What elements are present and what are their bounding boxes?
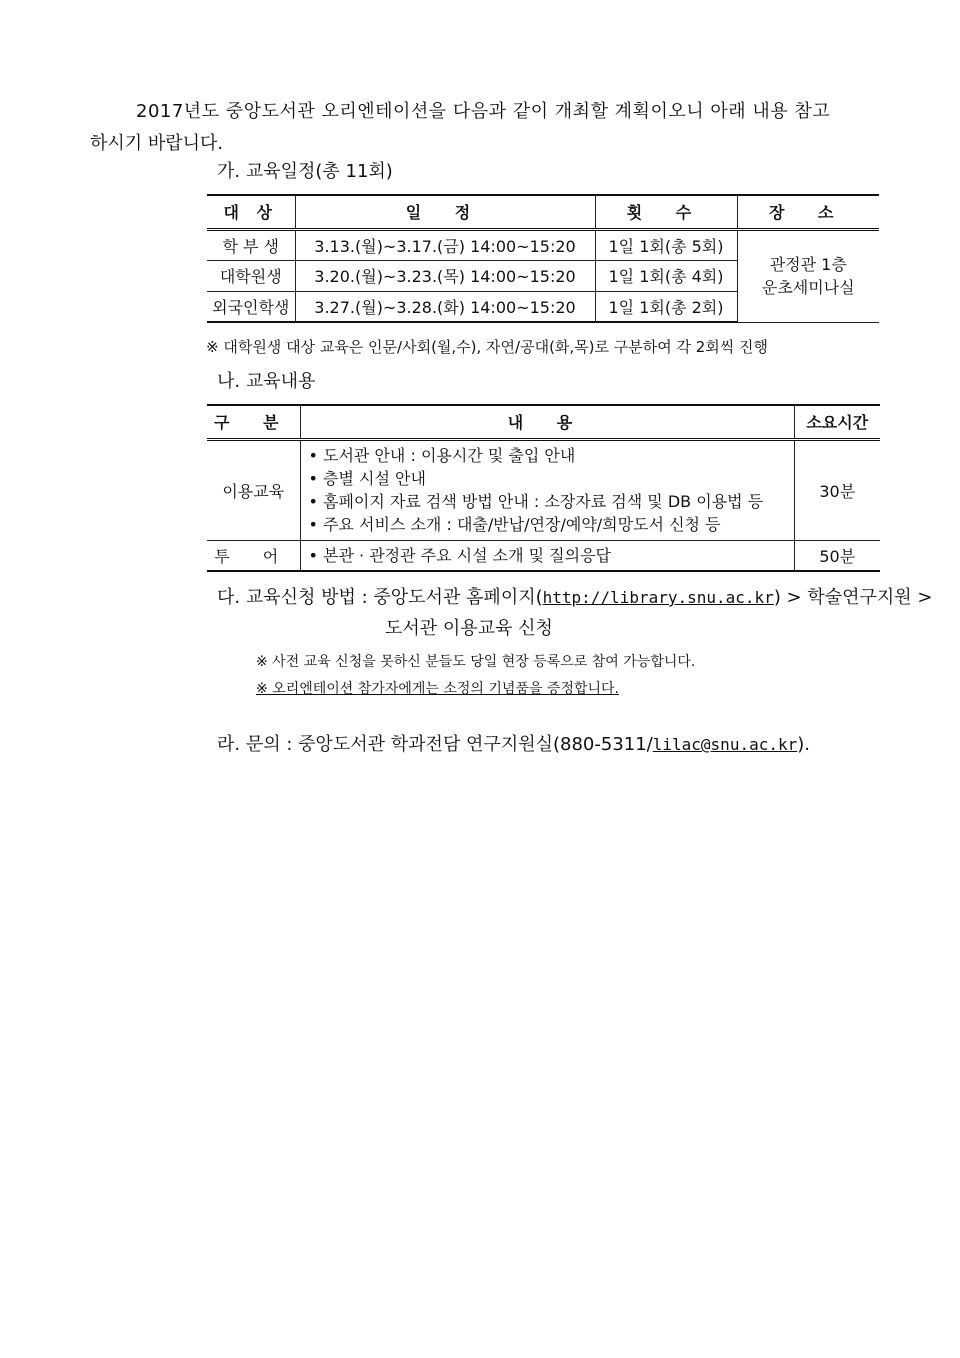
list-item: • 본관 · 관정관 주요 시설 소개 및 질의응답 [308, 545, 612, 565]
target-cell: 외국인학생 [207, 291, 295, 322]
contact-suffix: ). [797, 734, 810, 755]
contact-email-link[interactable]: lilac@snu.ac.kr [652, 735, 798, 754]
content-header-row [207, 405, 880, 439]
date-cell: 3.13.(월)~3.17.(금) 14:00~15:20 [295, 229, 595, 260]
list-item: • 도서관 안내 : 이용시간 및 출입 안내 [308, 446, 576, 465]
intro-line-2: 하시기 바랍니다. [90, 133, 224, 154]
contact-section [217, 730, 810, 756]
category-cell: 이용교육 [207, 439, 300, 540]
intro-line-1: 2017년도 중앙도서관 오리엔테이션을 다음과 같이 개최할 계획이오니 아래 내용 참고 [136, 101, 831, 122]
apply-prefix: 다. 교육신청 방법 : 중앙도서관 홈페이지( [217, 587, 543, 608]
onsite-registration-note: ※ 사전 교육 신청을 못하신 분들도 당일 현장 등록으로 참여 가능합니다. [256, 654, 696, 670]
contact-prefix: 라. 문의 : 중앙도서관 학과전담 연구지원실(880-5311/ [217, 734, 653, 755]
header-target: 대 상 [207, 195, 295, 229]
count-cell: 1일 1회(총 2회) [595, 291, 737, 322]
header-content: 내 용 [300, 405, 794, 439]
header-time: 소요시간 [794, 405, 880, 439]
schedule-section-title: 가. 교육일정(총 11회) [217, 161, 393, 182]
category-cell: 투 어 [207, 540, 300, 571]
content-section-title: 나. 교육내용 [217, 371, 316, 392]
list-item: • 층별 시설 안내 [308, 469, 426, 488]
place-line-2: 운초세미나실 [761, 278, 855, 297]
apply-line-2: 도서관 이용교육 신청 [385, 618, 553, 639]
table-row [207, 540, 880, 571]
date-cell: 3.20.(월)~3.23.(목) 14:00~15:20 [295, 260, 595, 291]
date-cell: 3.27.(월)~3.28.(화) 14:00~15:20 [295, 291, 595, 322]
place-cell [737, 229, 879, 322]
header-place: 장 소 [737, 195, 879, 229]
apply-suffix: ) > 학술연구지원 > [773, 587, 933, 608]
table-row [207, 439, 880, 540]
count-cell: 1일 1회(총 4회) [595, 260, 737, 291]
header-category: 구 분 [207, 405, 300, 439]
place-line-1: 관정관 1층 [769, 255, 847, 274]
target-cell: 대학원생 [207, 260, 295, 291]
content-table [207, 404, 880, 572]
header-date: 일 정 [295, 195, 595, 229]
schedule-note: ※ 대학원생 대상 교육은 인문/사회(월,수), 자연/공대(화,목)로 구분하여 각 2회씩 진행 [206, 338, 769, 356]
target-cell: 학 부 생 [207, 229, 295, 260]
souvenir-note: ※ 오리엔테이션 참가자에게는 소정의 기념품을 증정합니다. [256, 681, 620, 697]
time-cell: 50분 [794, 540, 880, 571]
table-row [207, 229, 879, 260]
count-cell: 1일 1회(총 5회) [595, 229, 737, 260]
content-cell [300, 540, 794, 571]
time-cell: 30분 [794, 439, 880, 540]
schedule-header-row [207, 195, 879, 229]
list-item: • 홈페이지 자료 검색 방법 안내 : 소장자료 검색 및 DB 이용법 등 [308, 492, 764, 511]
apply-section [217, 582, 933, 644]
header-count: 횟 수 [595, 195, 737, 229]
library-homepage-link[interactable]: http://library.snu.ac.kr [542, 588, 774, 607]
intro-paragraph [90, 96, 890, 160]
list-item: • 주요 서비스 소개 : 대출/반납/연장/예약/희망도서 신청 등 [308, 515, 721, 534]
content-cell [300, 439, 794, 540]
schedule-table [207, 194, 879, 323]
